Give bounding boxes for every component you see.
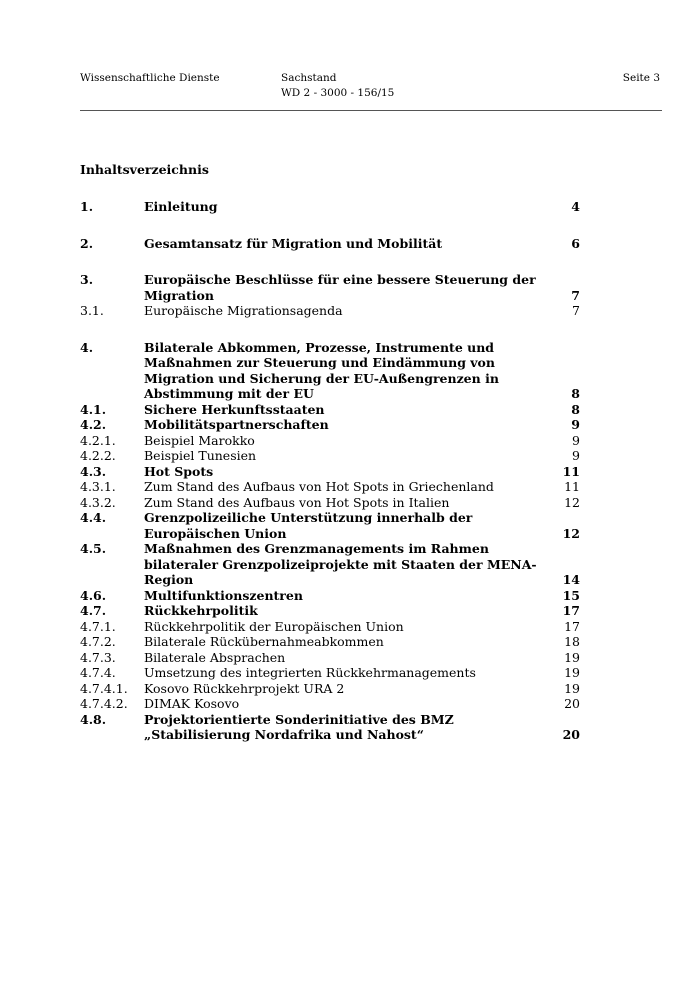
- toc-entry-number: 4.3.2.: [80, 494, 116, 510]
- toc-entry[interactable]: [80, 236, 580, 252]
- toc-entry[interactable]: [80, 448, 580, 464]
- toc-entry[interactable]: [80, 417, 580, 433]
- toc-entry-title: Einleitung: [144, 199, 218, 214]
- toc-entry-title: Projektorientierte Sonderinitiative des BMZ „Stabilisierung Nordafrika und Nahost“: [144, 711, 454, 742]
- toc-entry-page: 17: [562, 603, 580, 618]
- toc-entry[interactable]: [80, 303, 580, 319]
- toc-entry-title: Beispiel Tunesien: [144, 448, 257, 463]
- toc-entry[interactable]: [80, 588, 580, 604]
- toc-entry-title: Sichere Herkunftsstaaten: [144, 401, 325, 417]
- toc-entry-number: 2.: [80, 235, 94, 251]
- toc-entry-page: 9: [571, 417, 580, 432]
- toc-entry-page: 4: [571, 199, 580, 214]
- toc-entry-page: 11: [564, 479, 580, 494]
- toc-entry-title: Europäische Beschlüsse für eine bessere Steuerung der Migration: [144, 272, 536, 303]
- toc-entry-number: 4.2.2.: [80, 448, 116, 463]
- toc-entry[interactable]: [80, 650, 580, 666]
- toc-entry[interactable]: [80, 479, 580, 495]
- toc-entry-page: 8: [571, 401, 580, 417]
- toc-entry-number: 4.8.: [80, 711, 107, 727]
- toc-entry-number: 4.7.1.: [80, 618, 116, 634]
- toc-entry-number: 3.1.: [80, 303, 104, 318]
- toc-entry-page: 11: [562, 463, 580, 479]
- toc-entry-title: Grenzpolizeiliche Unterstützung innerhalb der Europäischen Union: [144, 510, 473, 541]
- toc-entry-page: 19: [564, 649, 580, 665]
- toc-entry[interactable]: [80, 541, 580, 588]
- toc-entry-title: Bilaterale Abkommen, Prozesse, Instrumente und Maßnahmen zur Steuerung und Eindämmung von Migration und Sicherung der EU-Außengrenzen in Abstimmung mit der EU: [144, 339, 499, 401]
- toc-entry[interactable]: [80, 402, 580, 418]
- toc-entry[interactable]: [80, 199, 580, 215]
- toc-entry-number: 1.: [80, 199, 94, 214]
- toc-entry-page: 14: [562, 572, 580, 587]
- table-of-contents: [80, 199, 580, 743]
- toc-entry-title: Umsetzung des integrierten Rückkehrmanagements: [144, 665, 476, 680]
- toc-entry-page: 8: [571, 386, 580, 401]
- toc-entry[interactable]: [80, 603, 580, 619]
- toc-entry-title: Europäische Migrationsagenda: [144, 303, 343, 318]
- toc-entry-title: Beispiel Marokko: [144, 432, 255, 448]
- toc-entry-number: 4.2.: [80, 417, 107, 432]
- toc-entry-title: Gesamtansatz für Migration und Mobilität: [144, 235, 443, 251]
- document-info: [281, 71, 394, 101]
- toc-entry-page: 12: [562, 525, 580, 541]
- toc-entry-number: 4.3.: [80, 463, 107, 479]
- toc-entry-number: 4.: [80, 339, 94, 355]
- toc-entry-number: 4.7.3.: [80, 649, 116, 665]
- page-header: [0, 71, 700, 111]
- toc-entry-title: Kosovo Rückkehrprojekt URA 2: [144, 680, 345, 696]
- toc-entry[interactable]: [80, 665, 580, 681]
- toc-entry-number: 4.4.: [80, 510, 107, 525]
- toc-entry-title: Hot Spots: [144, 463, 214, 479]
- toc-entry[interactable]: [80, 619, 580, 635]
- toc-entry-title: Bilaterale Absprachen: [144, 649, 286, 665]
- toc-entry[interactable]: [80, 634, 580, 650]
- toc-entry-page: 7: [571, 287, 580, 303]
- toc-entry[interactable]: [80, 510, 580, 541]
- toc-entry[interactable]: [80, 681, 580, 697]
- toc-entry-title: Rückkehrpolitik: [144, 603, 258, 618]
- header-divider: [80, 110, 662, 111]
- toc-entry-title: Zum Stand des Aufbaus von Hot Spots in Griechenland: [144, 479, 494, 494]
- department-name: Wissenschaftliche Dienste: [80, 72, 220, 84]
- toc-entry[interactable]: [80, 433, 580, 449]
- toc-entry-page: 6: [571, 235, 580, 251]
- toc-entry-number: 4.7.4.: [80, 665, 116, 680]
- toc-entry-title: Multifunktionszentren: [144, 587, 303, 603]
- toc-entry-title: DIMAK Kosovo: [144, 696, 240, 711]
- toc-entry[interactable]: [80, 495, 580, 511]
- toc-entry-title: Rückkehrpolitik der Europäischen Union: [144, 618, 404, 634]
- toc-entry-page: 12: [564, 494, 580, 510]
- toc-entry-number: 4.7.2.: [80, 634, 116, 649]
- toc-entry-number: 4.7.: [80, 603, 107, 618]
- toc-entry-number: 4.1.: [80, 401, 107, 417]
- toc-entry[interactable]: [80, 272, 580, 303]
- toc-entry-page: 9: [572, 432, 580, 448]
- toc-entry-page: 9: [572, 448, 580, 463]
- toc-entry-number: 4.7.4.1.: [80, 680, 128, 696]
- toc-entry[interactable]: [80, 340, 580, 402]
- toc-entry-title: Bilaterale Rückübernahmeabkommen: [144, 634, 384, 649]
- toc-entry[interactable]: [80, 712, 580, 743]
- toc-entry[interactable]: [80, 464, 580, 480]
- toc-entry-number: 4.5.: [80, 541, 107, 556]
- toc-entry-title: Mobilitätspartnerschaften: [144, 417, 329, 432]
- toc-entry-number: 4.2.1.: [80, 432, 116, 448]
- toc-entry-number: 4.3.1.: [80, 479, 116, 494]
- toc-entry-number: 4.6.: [80, 587, 107, 603]
- toc-entry-title: Zum Stand des Aufbaus von Hot Spots in Italien: [144, 494, 450, 510]
- toc-entry-page: 17: [564, 618, 580, 634]
- toc-entry-page: 18: [564, 634, 580, 649]
- toc-entry-page: 19: [564, 665, 580, 680]
- toc-heading: Inhaltsverzeichnis: [80, 162, 209, 177]
- toc-entry-number: 4.7.4.2.: [80, 696, 128, 711]
- toc-entry-page: 20: [562, 727, 580, 742]
- toc-entry-page: 7: [572, 303, 580, 318]
- toc-entry[interactable]: [80, 696, 580, 712]
- toc-entry-page: 15: [562, 587, 580, 603]
- document-number: WD 2 - 3000 - 156/15: [281, 87, 395, 99]
- toc-entry-number: 3.: [80, 272, 94, 287]
- toc-entry-page: 19: [564, 680, 580, 696]
- page-number-label: Seite 3: [622, 72, 660, 84]
- toc-entry-page: 20: [564, 696, 580, 711]
- toc-entry-title: Maßnahmen des Grenzmanagements im Rahmen bilateraler Grenzpolizeiprojekte mit Staaten der MENA-Region: [144, 541, 537, 587]
- document-type: Sachstand: [281, 72, 337, 84]
